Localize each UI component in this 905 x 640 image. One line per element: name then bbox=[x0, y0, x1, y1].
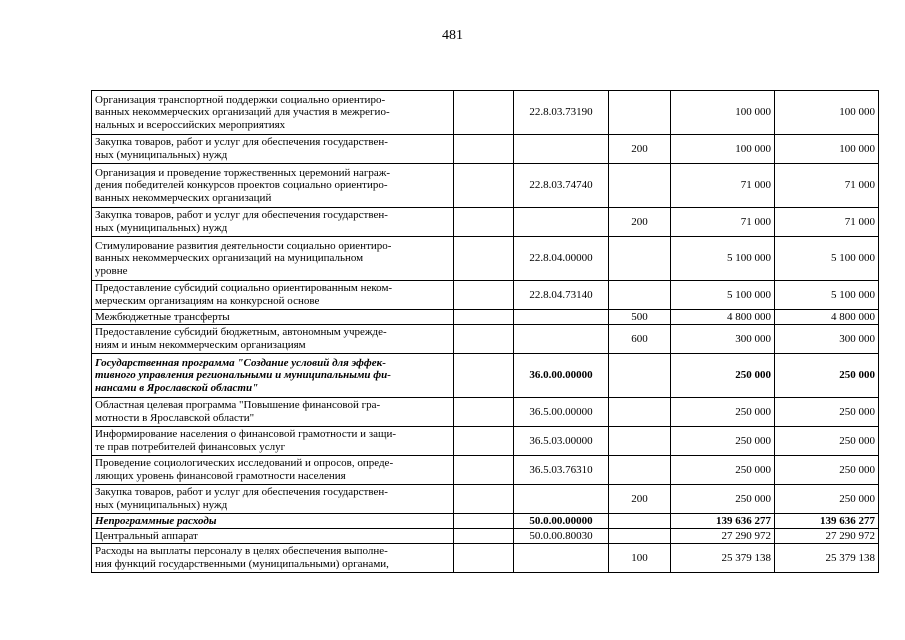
row-code-cell: 22.8.04.00000 bbox=[514, 237, 609, 281]
budget-table bbox=[91, 90, 879, 573]
row-name-cell: Закупка товаров, работ и услуг для обеспечения государствен- ных (муниципальных) нужд bbox=[92, 135, 454, 164]
row-amount-year1-cell: 100 000 bbox=[671, 91, 775, 135]
row-expense-type-cell: 100 bbox=[609, 544, 671, 573]
row-amount-year2-cell: 250 000 bbox=[775, 398, 879, 427]
row-code-cell bbox=[514, 208, 609, 237]
row-blank-cell bbox=[454, 237, 514, 281]
table-body bbox=[92, 91, 879, 573]
row-amount-year2-cell: 250 000 bbox=[775, 354, 879, 398]
row-expense-type-cell: 200 bbox=[609, 485, 671, 514]
row-expense-type-cell: 600 bbox=[609, 325, 671, 354]
row-amount-year1-cell: 5 100 000 bbox=[671, 281, 775, 310]
row-amount-year1-cell: 5 100 000 bbox=[671, 237, 775, 281]
row-code-cell: 22.8.04.73140 bbox=[514, 281, 609, 310]
row-blank-cell bbox=[454, 529, 514, 544]
row-amount-year2-cell: 25 379 138 bbox=[775, 544, 879, 573]
table-row bbox=[92, 456, 879, 485]
row-name-cell: Стимулирование развития деятельности социально ориентиро- ванных некоммерческих организаций на муниципальном уровне bbox=[92, 237, 454, 281]
row-code-cell: 22.8.03.74740 bbox=[514, 164, 609, 208]
row-amount-year1-cell: 4 800 000 bbox=[671, 310, 775, 325]
table-row bbox=[92, 529, 879, 544]
row-name-cell: Непрограммные расходы bbox=[92, 514, 454, 529]
row-expense-type-cell bbox=[609, 281, 671, 310]
row-code-cell: 36.5.03.76310 bbox=[514, 456, 609, 485]
row-amount-year2-cell: 5 100 000 bbox=[775, 237, 879, 281]
row-name-cell: Организация и проведение торжественных церемоний награж- дения победителей конкурсов проектов социально ориентиро- ванных некоммерческих организаций bbox=[92, 164, 454, 208]
row-code-cell bbox=[514, 325, 609, 354]
row-expense-type-cell bbox=[609, 164, 671, 208]
table-row bbox=[92, 237, 879, 281]
row-expense-type-cell bbox=[609, 398, 671, 427]
row-amount-year1-cell: 250 000 bbox=[671, 354, 775, 398]
row-code-cell: 36.5.00.00000 bbox=[514, 398, 609, 427]
row-name-cell: Организация транспортной поддержки социально ориентиро- ванных некоммерческих организаций для участия в межрегио- нальных и всероссийских мероприятиях bbox=[92, 91, 454, 135]
row-name-cell: Центральный аппарат bbox=[92, 529, 454, 544]
page-number: 481 bbox=[442, 28, 463, 43]
table-row bbox=[92, 91, 879, 135]
row-expense-type-cell bbox=[609, 456, 671, 485]
row-name-cell: Закупка товаров, работ и услуг для обеспечения государствен- ных (муниципальных) нужд bbox=[92, 208, 454, 237]
row-blank-cell bbox=[454, 208, 514, 237]
row-code-cell: 50.0.00.00000 bbox=[514, 514, 609, 529]
table-row bbox=[92, 485, 879, 514]
row-amount-year1-cell: 100 000 bbox=[671, 135, 775, 164]
row-blank-cell bbox=[454, 281, 514, 310]
row-name-cell: Информирование населения о финансовой грамотности и защи- те прав потребителей финансовых услуг bbox=[92, 427, 454, 456]
row-code-cell: 36.5.03.00000 bbox=[514, 427, 609, 456]
row-code-cell bbox=[514, 544, 609, 573]
row-expense-type-cell: 500 bbox=[609, 310, 671, 325]
row-blank-cell bbox=[454, 544, 514, 573]
row-amount-year2-cell: 250 000 bbox=[775, 456, 879, 485]
table-row bbox=[92, 325, 879, 354]
table-row bbox=[92, 354, 879, 398]
row-amount-year2-cell: 27 290 972 bbox=[775, 529, 879, 544]
row-amount-year2-cell: 250 000 bbox=[775, 485, 879, 514]
row-amount-year1-cell: 71 000 bbox=[671, 208, 775, 237]
row-name-cell: Областная целевая программа "Повышение финансовой гра- мотности в Ярославской области" bbox=[92, 398, 454, 427]
row-amount-year1-cell: 250 000 bbox=[671, 398, 775, 427]
row-amount-year1-cell: 250 000 bbox=[671, 427, 775, 456]
row-amount-year1-cell: 71 000 bbox=[671, 164, 775, 208]
row-expense-type-cell: 200 bbox=[609, 135, 671, 164]
row-name-cell: Закупка товаров, работ и услуг для обеспечения государствен- ных (муниципальных) нужд bbox=[92, 485, 454, 514]
row-code-cell bbox=[514, 135, 609, 164]
row-blank-cell bbox=[454, 325, 514, 354]
row-amount-year1-cell: 139 636 277 bbox=[671, 514, 775, 529]
row-blank-cell bbox=[454, 354, 514, 398]
row-code-cell: 50.0.00.80030 bbox=[514, 529, 609, 544]
row-blank-cell bbox=[454, 456, 514, 485]
row-name-cell: Предоставление субсидий бюджетным, автономным учрежде- ниям и иным некоммерческим организациям bbox=[92, 325, 454, 354]
row-expense-type-cell bbox=[609, 529, 671, 544]
row-code-cell: 36.0.00.00000 bbox=[514, 354, 609, 398]
row-code-cell bbox=[514, 310, 609, 325]
row-name-cell: Государственная программа "Создание условий для эффек- тивного управления региональными и муниципальными фи- нансами в Ярославской области" bbox=[92, 354, 454, 398]
row-name-cell: Проведение социологических исследований и опросов, опреде- ляющих уровень финансовой грамотности населения bbox=[92, 456, 454, 485]
row-amount-year2-cell: 100 000 bbox=[775, 91, 879, 135]
row-amount-year2-cell: 139 636 277 bbox=[775, 514, 879, 529]
row-amount-year1-cell: 300 000 bbox=[671, 325, 775, 354]
row-amount-year1-cell: 25 379 138 bbox=[671, 544, 775, 573]
table-row bbox=[92, 514, 879, 529]
row-amount-year2-cell: 300 000 bbox=[775, 325, 879, 354]
row-amount-year2-cell: 4 800 000 bbox=[775, 310, 879, 325]
table-row bbox=[92, 164, 879, 208]
table-row bbox=[92, 281, 879, 310]
row-expense-type-cell bbox=[609, 514, 671, 529]
row-amount-year2-cell: 5 100 000 bbox=[775, 281, 879, 310]
table-row bbox=[92, 208, 879, 237]
row-amount-year1-cell: 27 290 972 bbox=[671, 529, 775, 544]
table-row bbox=[92, 310, 879, 325]
row-expense-type-cell: 200 bbox=[609, 208, 671, 237]
row-blank-cell bbox=[454, 135, 514, 164]
row-blank-cell bbox=[454, 310, 514, 325]
row-blank-cell bbox=[454, 514, 514, 529]
row-expense-type-cell bbox=[609, 91, 671, 135]
row-blank-cell bbox=[454, 427, 514, 456]
table-row bbox=[92, 398, 879, 427]
row-code-cell: 22.8.03.73190 bbox=[514, 91, 609, 135]
row-name-cell: Расходы на выплаты персоналу в целях обеспечения выполне- ния функций государственными (муниципальными) органами, bbox=[92, 544, 454, 573]
row-code-cell bbox=[514, 485, 609, 514]
row-expense-type-cell bbox=[609, 237, 671, 281]
table-row bbox=[92, 135, 879, 164]
table-row bbox=[92, 427, 879, 456]
row-blank-cell bbox=[454, 164, 514, 208]
row-amount-year2-cell: 71 000 bbox=[775, 208, 879, 237]
row-amount-year2-cell: 71 000 bbox=[775, 164, 879, 208]
row-amount-year2-cell: 250 000 bbox=[775, 427, 879, 456]
row-expense-type-cell bbox=[609, 354, 671, 398]
row-blank-cell bbox=[454, 91, 514, 135]
table-row bbox=[92, 544, 879, 573]
row-name-cell: Предоставление субсидий социально ориентированным неком- мерческим организациям на конкурсной основе bbox=[92, 281, 454, 310]
row-amount-year1-cell: 250 000 bbox=[671, 456, 775, 485]
row-amount-year2-cell: 100 000 bbox=[775, 135, 879, 164]
row-amount-year1-cell: 250 000 bbox=[671, 485, 775, 514]
row-expense-type-cell bbox=[609, 427, 671, 456]
row-blank-cell bbox=[454, 485, 514, 514]
row-blank-cell bbox=[454, 398, 514, 427]
row-name-cell: Межбюджетные трансферты bbox=[92, 310, 454, 325]
